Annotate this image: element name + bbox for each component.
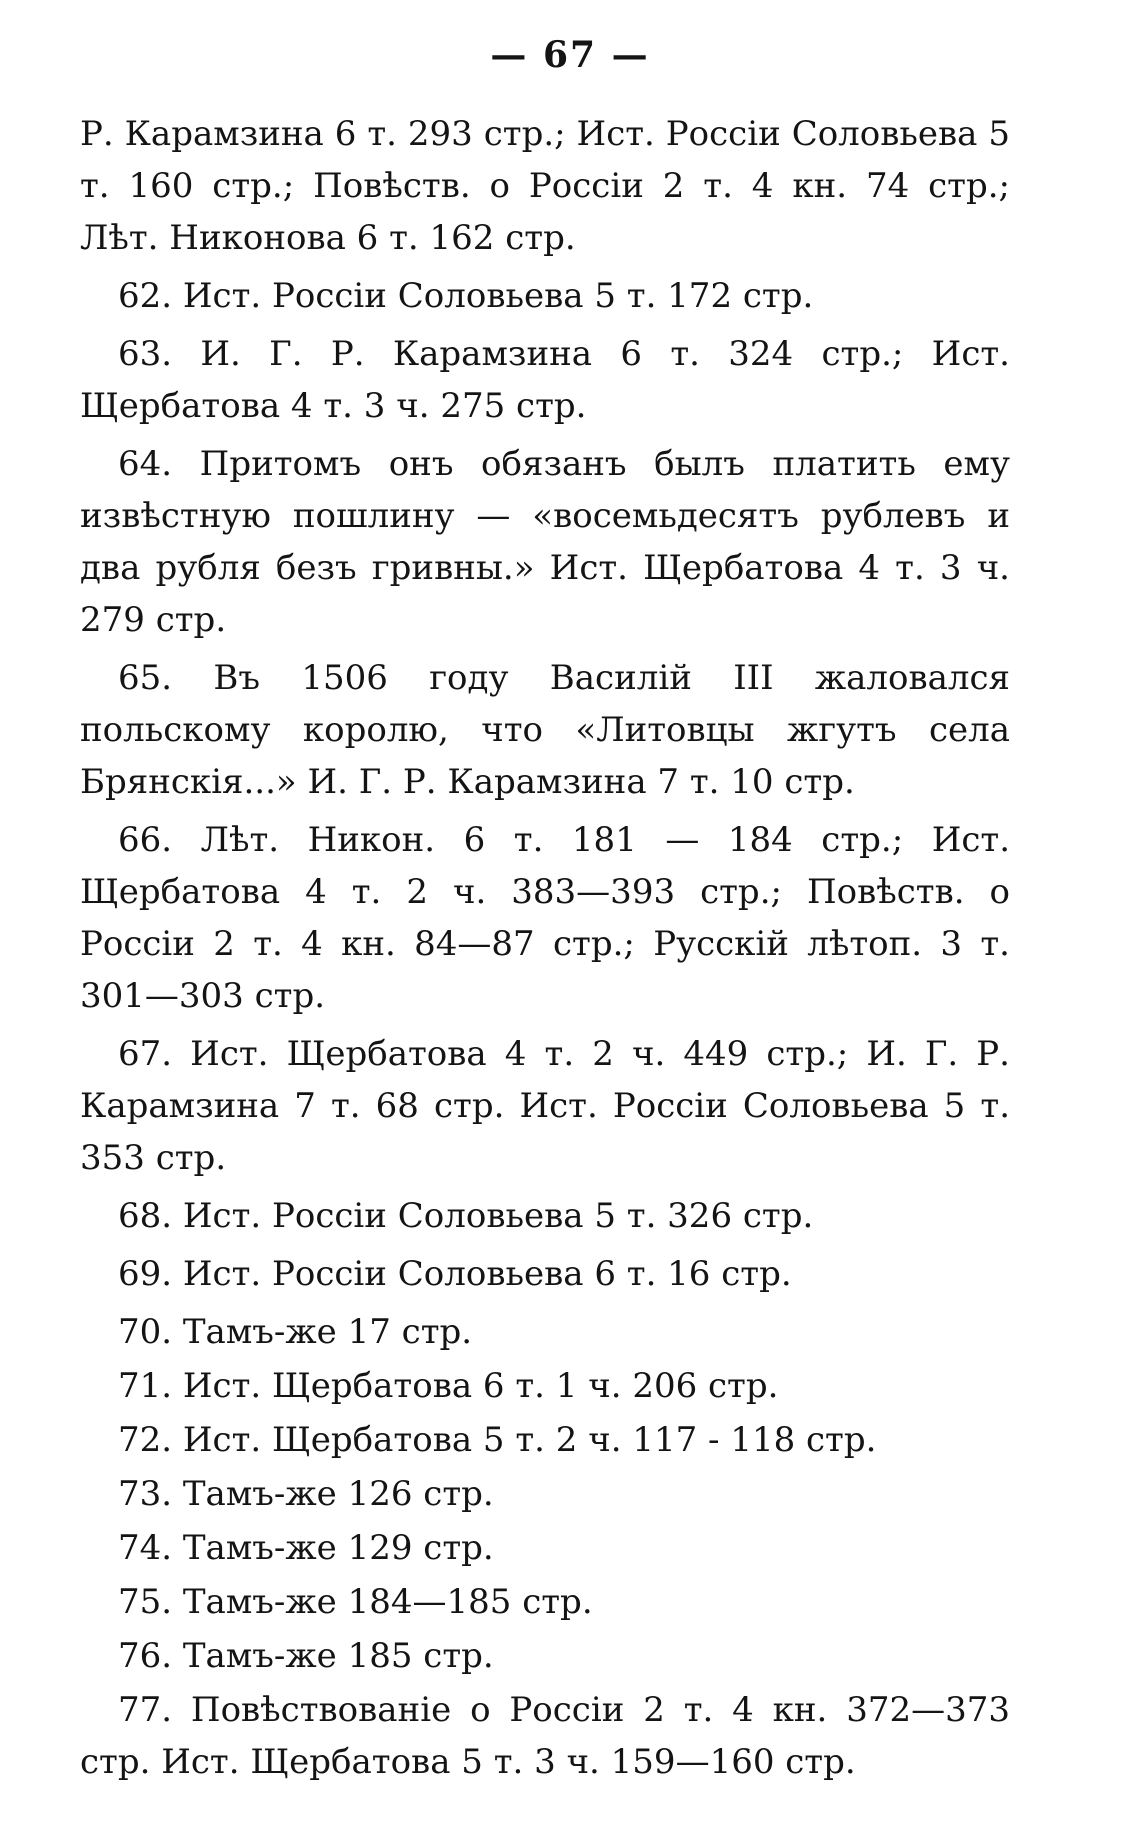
footnote-73: 73. Тамъ-же 126 стр. xyxy=(118,1474,494,1514)
footnote-69: 69. Ист. Россіи Соловьева 6 т. 16 стр. xyxy=(118,1254,792,1294)
footnote-77: 77. Повѣствованіе о Россіи 2 т. 4 кн. 372—373 стр. Ист. Щербатова 5 т. 3 ч. 159—160 стр. xyxy=(80,1690,1010,1782)
footnote-76: 76. Тамъ-же 185 стр. xyxy=(118,1636,494,1676)
footnote-continuation: Р. Карамзина 6 т. 293 стр.; Ист. Россіи Соловьева 5 т. 160 стр.; Повѣств. о Россіи 2 т. 4 кн. 74 стр.; Лѣт. Никонова 6 т. 162 стр. xyxy=(80,114,1010,258)
footnote-70: 70. Тамъ-же 17 стр. xyxy=(118,1312,473,1352)
footnote-74: 74. Тамъ-же 129 стр. xyxy=(118,1528,494,1568)
footnote-71: 71. Ист. Щербатова 6 т. 1 ч. 206 стр. xyxy=(118,1366,779,1406)
footnote-62: 62. Ист. Россіи Соловьева 5 т. 172 стр. xyxy=(118,276,814,316)
footnote-68: 68. Ист. Россіи Соловьева 5 т. 326 стр. xyxy=(118,1196,814,1236)
footnote-64: 64. Притомъ онъ обязанъ былъ платить ему извѣстную пошлину — «восемьдесятъ рублевъ и два рубля безъ гривны.» Ист. Щербатова 4 т. 3 ч. 279 стр. xyxy=(80,444,1010,640)
footnotes-block xyxy=(80,108,1010,1794)
footnote-67: 67. Ист. Щербатова 4 т. 2 ч. 449 стр.; И. Г. Р. Карамзина 7 т. 68 стр. Ист. Россіи Соловьева 5 т. 353 стр. xyxy=(80,1034,1010,1178)
footnote-63: 63. И. Г. Р. Карамзина 6 т. 324 стр.; Ист. Щербатова 4 т. 3 ч. 275 стр. xyxy=(80,334,1010,426)
page-number: — 67 — xyxy=(490,34,650,76)
footnote-65: 65. Въ 1506 году Василій III жаловался польскому королю, что «Литовцы жгутъ села Брянскія...» И. Г. Р. Карамзина 7 т. 10 стр. xyxy=(80,658,1010,802)
footnote-75: 75. Тамъ-же 184—185 стр. xyxy=(118,1582,593,1622)
footnote-72: 72. Ист. Щербатова 5 т. 2 ч. 117 - 118 стр. xyxy=(118,1420,877,1460)
footnote-66: 66. Лѣт. Никон. 6 т. 181 — 184 стр.; Ист. Щербатова 4 т. 2 ч. 383—393 стр.; Повѣств. о Россіи 2 т. 4 кн. 84—87 стр.; Русскій лѣтоп. 3 т. 301—303 стр. xyxy=(80,820,1010,1016)
